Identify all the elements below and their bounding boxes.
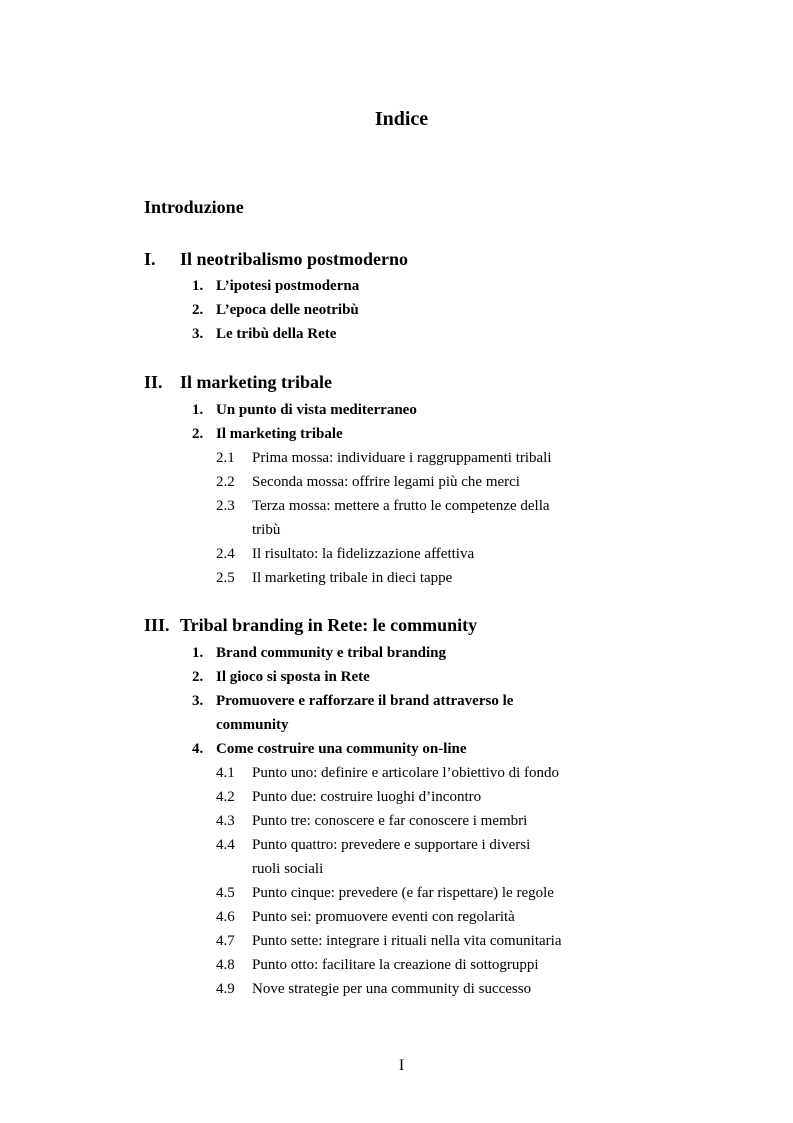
subsection-number: 2.3 (216, 498, 235, 514)
subsection-title: Punto sei: promuovere eventi con regolarità (252, 909, 515, 925)
toc-section (192, 298, 359, 322)
section-title: Un punto di vista mediterraneo (216, 402, 417, 418)
subsection-number: 4.1 (216, 765, 235, 781)
subsection-title: Nove strategie per una community di successo (252, 981, 532, 997)
toc-introduction: Introduzione (144, 197, 244, 217)
subsection-title: Punto quattro: prevedere e supportare i diversi (252, 837, 531, 853)
toc-subsection (216, 809, 527, 833)
toc-subsection-continuation: ruoli sociali (252, 861, 324, 877)
toc-chapter-3 (144, 615, 477, 636)
toc-section (192, 422, 343, 446)
chapter-title: Il marketing tribale (180, 372, 332, 392)
toc-subsection (216, 929, 562, 953)
section-number: 3. (192, 326, 204, 342)
toc-chapter-1 (144, 249, 408, 270)
toc-section (192, 689, 513, 713)
toc-chapter-2 (144, 372, 332, 393)
section-title: L’epoca delle neotribù (216, 302, 359, 318)
page-number: I (398, 1057, 405, 1074)
toc-subsection (216, 785, 481, 809)
section-number: 2. (192, 426, 204, 442)
section-title: Promuovere e rafforzare il brand attraverso le (216, 693, 514, 709)
section-title: Le tribù della Rete (216, 326, 337, 342)
toc-subsection (216, 446, 552, 470)
subsection-title: Terza mossa: mettere a frutto le competenze della (252, 498, 550, 514)
subsection-title: Punto otto: facilitare la creazione di sottogruppi (252, 957, 539, 973)
toc-section (192, 641, 446, 665)
toc-subsection (216, 470, 520, 494)
toc-subsection (216, 905, 515, 929)
toc-subsection (216, 881, 554, 905)
section-title: Come costruire una community on-line (216, 741, 467, 757)
subsection-title: Punto cinque: prevedere (e far rispettare) le regole (252, 885, 554, 901)
subsection-number: 4.3 (216, 813, 235, 829)
toc-subsection (216, 494, 550, 518)
subsection-number: 4.2 (216, 789, 235, 805)
toc-section (192, 322, 336, 346)
subsection-title: Il marketing tribale in dieci tappe (252, 570, 453, 586)
subsection-number: 2.2 (216, 474, 235, 490)
section-number: 3. (192, 693, 204, 709)
subsection-title: Il risultato: la fidelizzazione affettiva (252, 546, 475, 562)
toc-section-continuation: community (216, 717, 289, 733)
toc-subsection (216, 542, 474, 566)
page-title: Indice (374, 108, 429, 130)
section-number: 4. (192, 741, 204, 757)
section-number: 1. (192, 645, 204, 661)
section-title: L’ipotesi postmoderna (216, 278, 360, 294)
chapter-title: Tribal branding in Rete: le community (180, 615, 478, 635)
toc-section (192, 274, 359, 298)
subsection-number: 4.6 (216, 909, 235, 925)
section-number: 1. (192, 402, 204, 418)
toc-section (192, 665, 370, 689)
subsection-title: Punto uno: definire e articolare l’obiettivo di fondo (252, 765, 560, 781)
section-title: Il marketing tribale (216, 426, 343, 442)
toc-subsection (216, 953, 539, 977)
subsection-title: Seconda mossa: offrire legami più che merci (252, 474, 520, 490)
chapter-title: Il neotribalismo postmoderno (180, 249, 409, 269)
section-number: 1. (192, 278, 204, 294)
toc-subsection (216, 977, 531, 1001)
section-title: Brand community e tribal branding (216, 645, 447, 661)
subsection-number: 2.5 (216, 570, 235, 586)
subsection-title: Punto due: costruire luoghi d’incontro (252, 789, 482, 805)
chapter-number: II. (144, 372, 163, 392)
subsection-number: 4.9 (216, 981, 235, 997)
subsection-number: 4.7 (216, 933, 235, 949)
section-title: Il gioco si sposta in Rete (216, 669, 370, 685)
section-number: 2. (192, 302, 204, 318)
subsection-number: 2.4 (216, 546, 235, 562)
subsection-number: 2.1 (216, 450, 235, 466)
toc-subsection (216, 761, 559, 785)
subsection-title: Prima mossa: individuare i raggruppamenti tribali (252, 450, 552, 466)
chapter-number: III. (144, 615, 170, 635)
chapter-number: I. (144, 249, 156, 269)
subsection-number: 4.5 (216, 885, 235, 901)
toc-section (192, 398, 417, 422)
subsection-number: 4.8 (216, 957, 235, 973)
subsection-number: 4.4 (216, 837, 235, 853)
toc-subsection (216, 833, 530, 857)
subsection-title: Punto tre: conoscere e far conoscere i membri (252, 813, 528, 829)
section-number: 2. (192, 669, 204, 685)
toc-section (192, 737, 467, 761)
subsection-title: Punto sette: integrare i rituali nella vita comunitaria (252, 933, 562, 949)
toc-subsection (216, 566, 452, 590)
toc-subsection-continuation: tribù (252, 522, 281, 538)
